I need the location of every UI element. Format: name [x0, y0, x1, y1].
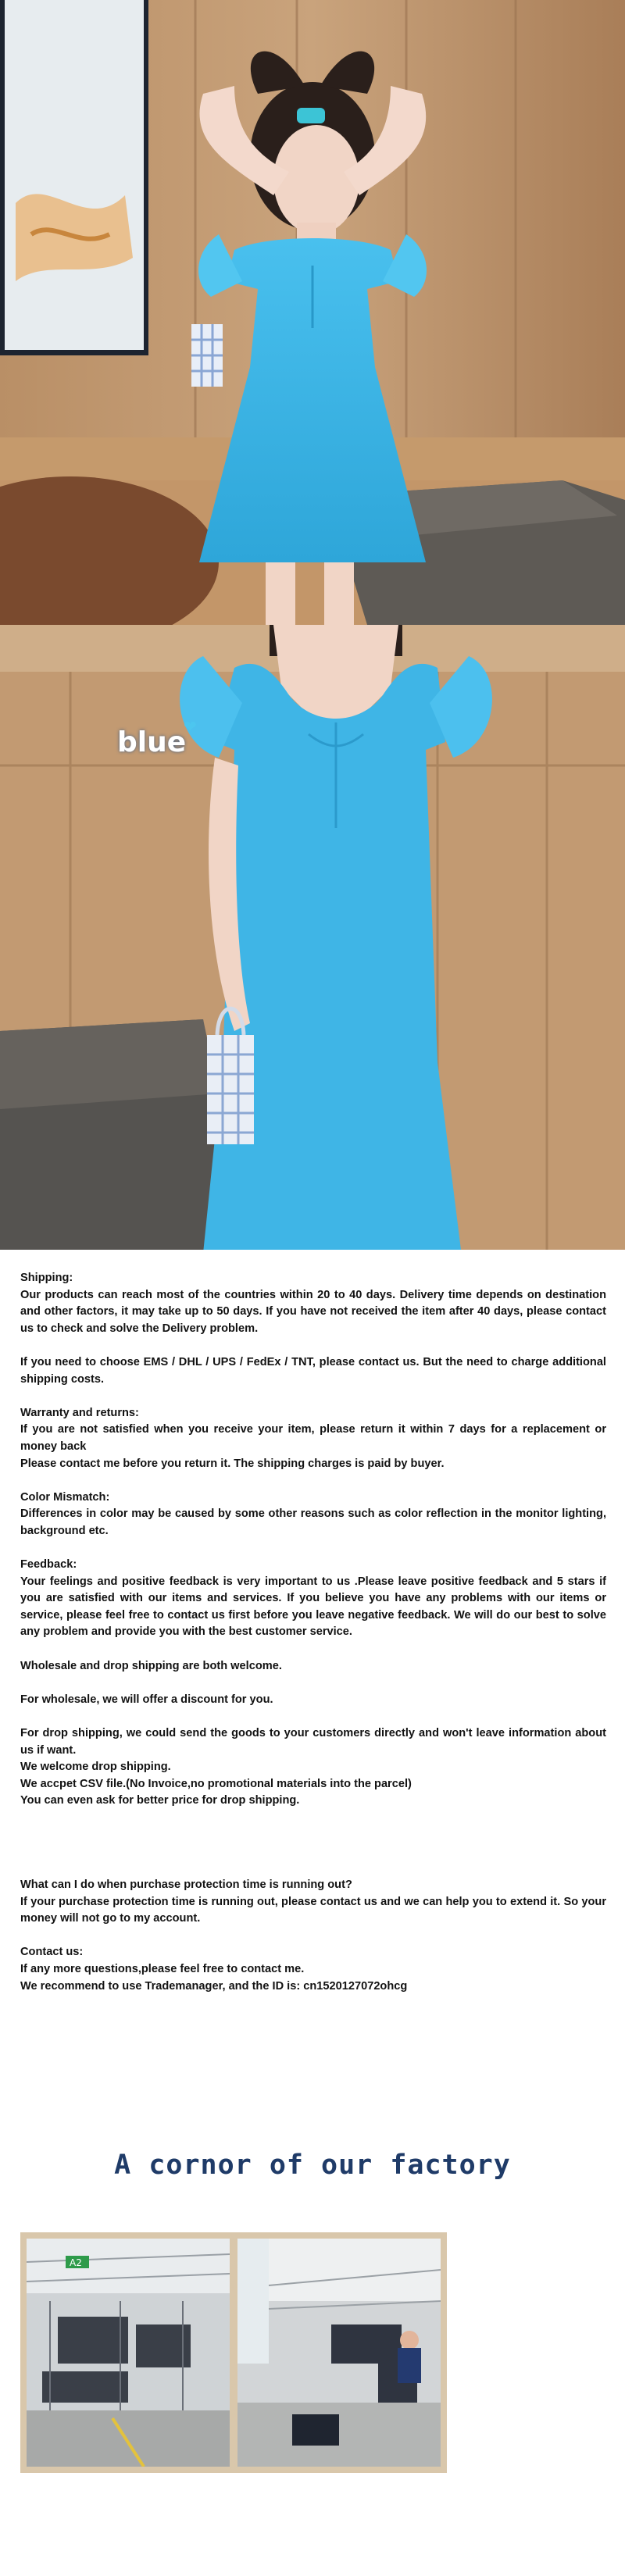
factory-photo: [231, 2232, 447, 2473]
wholesale-text: Wholesale and drop shipping are both welcome.: [20, 1659, 282, 1672]
color-mismatch-text: Differences in color may be caused by some other reasons such as color reflection in the monitor lighting, background etc.: [20, 1507, 606, 1537]
product-photo-closeup: [0, 625, 625, 1250]
dropship-text: You can even ask for better price for drop shipping.: [20, 1794, 300, 1807]
courier-text: If you need to choose EMS / DHL / UPS / FedEx / TNT, please contact us. But the need to charge additional shipping costs.: [20, 1355, 606, 1386]
protection-question: What can I do when purchase protection time is running out?: [20, 1878, 352, 1891]
discount-text: For wholesale, we will offer a discount for you.: [20, 1693, 273, 1706]
shipping-heading: Shipping:: [20, 1272, 73, 1284]
dropship-text: For drop shipping, we could send the goods to your customers directly and won't leave information about us if want.: [20, 1727, 606, 1757]
feedback-heading: Feedback:: [20, 1558, 77, 1572]
factory-photo: [20, 2232, 236, 2473]
heart-icon: ❤: [184, 719, 197, 736]
factory-sign: A2: [70, 2257, 82, 2268]
contact-text: If any more questions,please feel free to contact me.: [20, 1962, 305, 1975]
color-label: blue: [117, 726, 187, 758]
warranty-text: If you are not satisfied when you receive your item, please return it within 7 days for a replacement or money back: [20, 1423, 606, 1453]
color-mismatch-heading: Color Mismatch:: [20, 1490, 110, 1504]
warranty-text: Please contact me before you return it. The shipping charges is paid by buyer.: [20, 1457, 445, 1470]
dropship-text: We welcome drop shipping.: [20, 1761, 171, 1774]
shipping-text: Our products can reach most of the countries within 20 to 40 days. Delivery time depends on destination and other factors, it may take up to 50 days. If you have not received the item after 40 days, please contact us to check and solve the Delivery problem.: [20, 1288, 606, 1335]
dropship-text: We accpet CSV file.(No Invoice,no promotional materials into the parcel): [20, 1777, 412, 1790]
feedback-text: Your feelings and positive feedback is very important to us .Please leave positive feedback and 5 stars if you are satisfied with our items and services. If you believe you have any problems with our items or service, please feel free to contact us first before you leave negative feedback. We will do our best to solve any problem and provide you with the best customer service.: [20, 1575, 606, 1639]
warranty-heading: Warranty and returns:: [20, 1406, 139, 1419]
policy-text: [20, 1270, 606, 1995]
protection-answer: If your purchase protection time is running out, please contact us and we can help you to extend it. So your money will not go to my account.: [20, 1895, 606, 1925]
product-photo-front: [0, 0, 625, 625]
factory-title: A cornor of our factory: [114, 2150, 511, 2181]
trademanager-text: We recommend to use Trademanager, and the ID is: cn1520127072ohcg: [20, 1979, 408, 1993]
contact-heading: Contact us:: [20, 1946, 84, 1959]
